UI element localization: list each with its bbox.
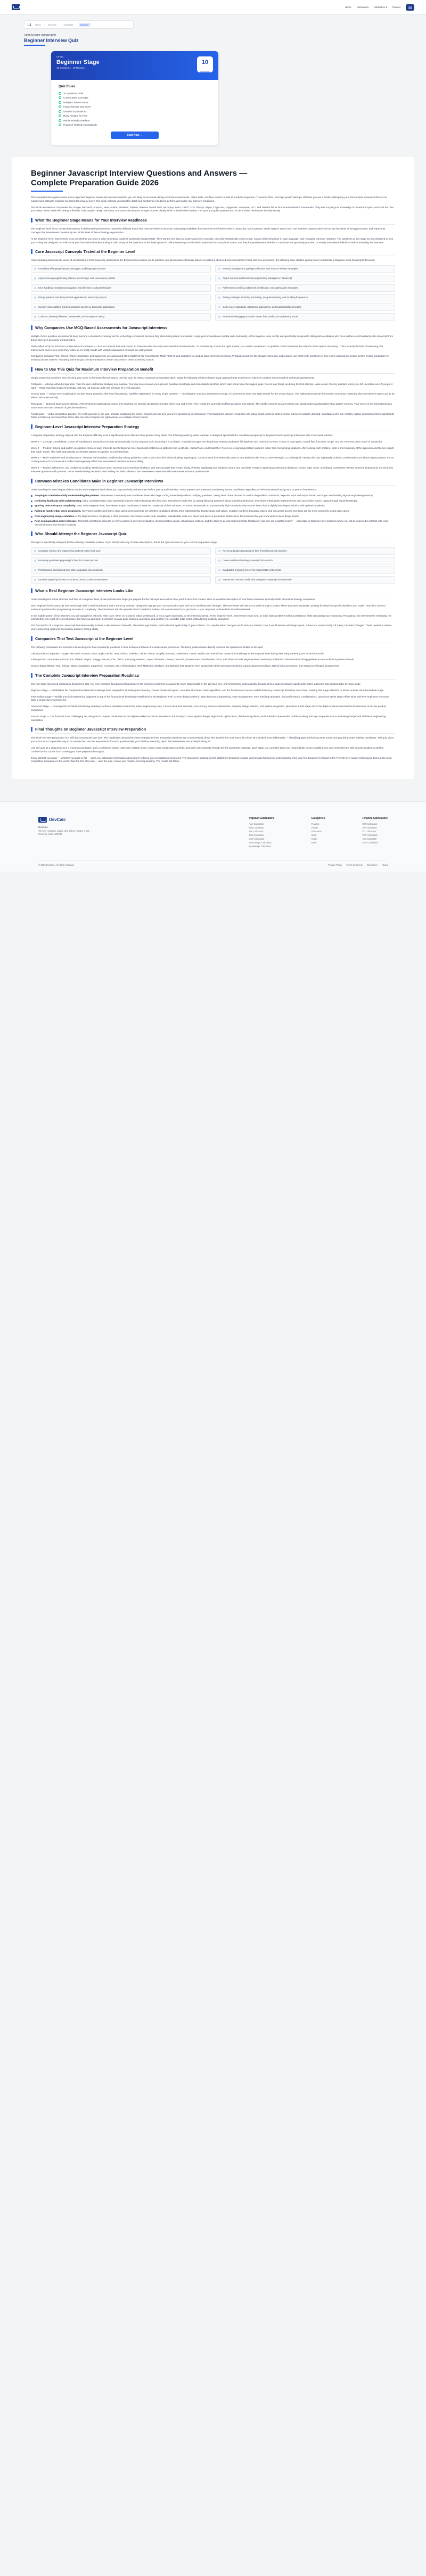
- check-icon: [218, 569, 220, 571]
- section-paragraph: Our four-stage structured roadmap is designed to take you from complete foundational knowledge to full interview readiness in Javascript. Each stage builds on the previous one, and progressing systematically through all four stages produces significantly better outcomes than random topic-by-topic study.: [31, 683, 361, 686]
- question-count-badge: [197, 56, 213, 72]
- section-accent-bar: [31, 325, 32, 330]
- check-icon: [34, 579, 36, 581]
- mistake-title: Ignoring time and space complexity.: [35, 504, 76, 507]
- topic-card: [215, 275, 395, 282]
- article-sections: [31, 218, 395, 764]
- article-section: [31, 249, 395, 321]
- check-circle-icon: [59, 101, 61, 104]
- section-heading: [31, 531, 395, 536]
- mistake-title: Failing to handle edge cases proactively.: [35, 510, 81, 513]
- footer-legal-link[interactable]: About: [382, 864, 388, 867]
- nav-contact[interactable]: Contact: [392, 6, 400, 9]
- section-accent-bar: [31, 249, 32, 254]
- topic-card-text: Bootcamp graduates preparing for their first Javascript role: [38, 559, 98, 562]
- footer-brand: [38, 817, 97, 848]
- topic-card-text: Object-oriented and functional programming paradigms in Javascript: [223, 277, 292, 280]
- section-heading: [31, 673, 395, 678]
- footer-link[interactable]: EMI Calculator: [249, 826, 264, 830]
- chevron-right-icon: ›: [76, 23, 77, 26]
- page-title: Beginner Interview Quiz: [24, 38, 79, 43]
- bullet-icon: [31, 495, 32, 497]
- section-title: Who Should Attempt the Beginner Javascript Quiz: [35, 531, 127, 537]
- quiz-rule-text: Mobile Friendly Interface: [63, 119, 90, 122]
- quiz-rule-item: [59, 114, 211, 119]
- topic-card: [31, 294, 211, 301]
- menu-icon[interactable]: [406, 4, 414, 11]
- topic-card: [31, 265, 211, 273]
- section-divider: [35, 679, 395, 680]
- section-title: Common Mistakes Candidates Make in Beginner Javascript Interviews: [35, 478, 163, 483]
- quiz-rule-text: Detailed Explanations: [63, 110, 87, 113]
- mistake-body: Technical correctness accounts for only a portion of interview evaluation. Communication quality, collaborative instincts, and the ability to accept and incorporate feedback in real time are weighted heavily — especially for Beginner-level positions where you will be expected to interact with cross-functional teams and mentors regularly.: [35, 520, 389, 526]
- footer-link[interactable]: Age Calculator: [249, 823, 264, 826]
- mistake-item: [31, 494, 395, 498]
- topic-card: [215, 576, 395, 584]
- section-paragraph: Global product companies: Google, Microsoft, Amazon, Meta, Apple, Netflix, Uber, Airbnb, LinkedIn, Twitter, Adobe, Shopify, Atlassian, Salesforce, Oracle, Nvidia, and Intel all test Javascript knowledge at the Beginner level during their early screening and technical rounds.: [31, 652, 325, 655]
- section-divider: [35, 373, 395, 374]
- topic-card-text: Performance profiling, bottleneck identification, and optimization strategies: [223, 286, 298, 290]
- section-title: What the Beginner Stage Means for Your Interview Readiness: [35, 218, 147, 223]
- section-heading: [31, 727, 395, 732]
- quiz-rule-item: [59, 109, 211, 114]
- section-accent-bar: [31, 479, 32, 483]
- article-title: Beginner Javascript Interview Questions and Answers — Complete Preparation Guide 2026: [31, 169, 248, 187]
- section-paragraph: Week 1 — Concept consolidation. Cover all foundational Javascript concepts systematically. Do not skip any topic assuming it is too basic. Foundational gaps are the primary reason candidates fail Beginner and technical screens. Focus on data types, control flow, functions, scope, and the core execution model of Javascript.: [31, 440, 383, 443]
- breadcrumb-current: Beginner: [79, 23, 91, 27]
- footer-link[interactable]: Education: [311, 830, 322, 833]
- check-circle-icon: [59, 92, 61, 95]
- section-paragraph: First pass — attempt without preparation. Take the quiz cold before studying any material. Your raw score reveals your genuine baseline knowledge and immediately identifies which topic areas have the biggest gaps. Do not look things up during this first attempt. Make a note of every question where you felt uncertain even if you got it right — those represent fragile knowledge that may not hold up under the pressure of a real interview.: [31, 382, 392, 389]
- topic-card: [215, 265, 395, 273]
- section-paragraph: Third pass — targeted study and re-attempt. After reviewing explanations, spend time studying the specific Javascript concepts where you had errors. Then retake the quiz with shuffled questions and options. The shuffle ensures you are testing your actual understanding rather than pattern memory. Your score on the third attempt is a much more accurate measure of genuine readiness.: [31, 402, 392, 409]
- footer-column-title: Finance Calculators: [362, 817, 388, 821]
- mistake-body: Even at the Beginner level, interviewers expect candidates to state the complexity of their solutions. A correct solution with an unnecessarily high complexity often scores lower than a slightly less elegant solution with optimal complexity.: [76, 504, 325, 507]
- section-title: Companies That Test Javascript at the Beginner Level: [35, 636, 134, 641]
- section-title: The Complete Javascript Interview Preparation Roadmap: [35, 673, 139, 678]
- footer-bottom: [38, 860, 388, 866]
- section-paragraph: The final portion of a Beginner Javascript interview usually involves a discussion of trade-offs, alternative approaches, and real-world applicability of your solution. You may be asked how you would test your solution, how it would behave with large inputs, or how you would modify it if a key constraint changed. These questions assess your engineering judgment beyond raw problem-solving ability.: [31, 624, 392, 631]
- mistake-text: [35, 515, 299, 519]
- footer-link[interactable]: SIP Calculator: [362, 826, 377, 830]
- stage-name: Beginner Stage: [56, 59, 100, 65]
- check-icon: [218, 579, 220, 581]
- question-count: 10: [201, 59, 209, 65]
- section-paragraph: Understanding the most frequent failure modes at the Beginner level allows you to proactively address them before your actual interview. These patterns are observed consistently across candidates regardless of their educational background or years of experience:: [31, 488, 317, 491]
- section-title: Beginner-Level Javascript Interview Preparation Strategy: [35, 424, 140, 430]
- topic-card: [31, 547, 211, 555]
- bullet-icon: [31, 521, 32, 522]
- page-kicker: JAVASCRIPT INTERVIEW: [24, 34, 56, 37]
- copyright: © 2026 DevCalc. All rights reserved.: [38, 864, 75, 867]
- section-paragraph: Most Beginner-level Javascript interviews begin with a brief introduction and a warm-up question designed to gauge your communication style and basic familiarity with the topic. The interviewer will ask you to walk through a project where you used Javascript, probing for depth on specific decisions you made. They then move to technical questions that progressively increase in complexity. The interviewer will also provide hints if needed to redirect the conversation if you get stuck — your response to these hints is itself evaluated.: [31, 604, 386, 611]
- section-heading: [31, 249, 395, 254]
- quiz-rules: [51, 80, 218, 145]
- section-accent-bar: [31, 673, 32, 678]
- logo-icon: [38, 817, 47, 823]
- footer-link-columns: [249, 817, 388, 848]
- mistake-title: Over-engineering simple solutions.: [35, 514, 75, 518]
- section-paragraph: Week 4 — Review, refinement, and confidence building. Revisit your notes, previous mock interview feedback, and any concepts that remain shaky. Practise explaining your solutions clearly and concisely. Practice explaining architectural decisions, known edge cases, and design constraints. Review common behavioural and technical interview questions with patterns. Focus on eliminating hesitation and building the self-confidence that interviewers associate with senior-level technical professionals.: [31, 466, 393, 473]
- check-icon: [218, 277, 220, 280]
- topic-card-text: Professionals transitioning from other languages into Javascript: [38, 569, 103, 572]
- topic-card: [215, 313, 395, 321]
- section-heading: [31, 325, 395, 330]
- check-icon: [218, 560, 220, 562]
- mistake-body: Many candidates have used Javascript features without knowing why they work. Interviewers probe this by asking follow-up questions about underlying behaviour. Interviewers distinguish between those who can confirm correct output through actual knowledge.: [81, 499, 358, 502]
- breadcrumb: [24, 20, 134, 29]
- article-section: [31, 424, 395, 473]
- check-icon: [34, 306, 36, 308]
- section-paragraph: Service-based MNCs: TCS, Infosys, Wipro, Cognizant, Capgemini, Accenture, HCL Technologies, Tech Mahindra, Mindtree, and Mphasis test Beginner-level Javascript in their assessments during campus placement drives, lateral hiring processes, and internal certification programmes.: [31, 664, 340, 668]
- topic-card: [215, 567, 395, 574]
- title-underline: [24, 45, 45, 46]
- topic-card: [31, 557, 211, 564]
- section-paragraph: Indian product companies and unicorns: Flipkart, Paytm, Swiggy, Zomato, Ola, CRED, Razorpay, Meesho, Zepto, PhonePe, Groww, Dream11, BrowserStack, Freshworks, Zoho, and others include Beginner-level Javascript problems in their technical hiring pipelines across multiple experience levels.: [31, 658, 355, 661]
- chevron-right-icon: ›: [44, 23, 45, 26]
- article-section: [31, 218, 395, 244]
- footer-columns: [38, 817, 388, 848]
- topic-card: [31, 567, 211, 574]
- section-paragraph: Companies including TCS, Infosys, Wipro, Cognizant, and Capgemini use automated MCQ platforms like HackerEarth, Mettl, AMCAT, and CoCubes to conduct initial technical screening. Product companies like Google, Microsoft, and Amazon use MCQ-style questions in their online assessment portals before inviting candidates for technical phone screens. Practising with this quiz directly translates to better outcomes in these screening rounds.: [31, 355, 390, 362]
- section-paragraph: FAANG Stage — The final and most challenging tier, designed to prepare candidates for the highest-stakes technical interviews in the industry. Covers system design, algorithmic optimization, distributed systems, and the kind of open-ended problem solving that top companies use to evaluate principal and staff-level engineering candidates.: [31, 715, 386, 721]
- main-nav: [345, 4, 414, 11]
- topic-card: [31, 303, 211, 311]
- quiz-rule-item: [59, 91, 211, 96]
- rules-list: [59, 91, 211, 127]
- quiz-rule-text: Multiple Choice Format: [63, 101, 88, 104]
- section-paragraph: Use this quiz as a diagnostic tool, a learning accelerator, and a confidence builder. Attempt it multiple times, review every explanation carefully, and work systematically through the full Javascript roadmap. Each stage you complete takes you meaningfully closer to walking into your next interview with genuine readiness and the confidence that comes from knowing you have prepared thoroughly.: [31, 746, 384, 753]
- breadcrumb-home[interactable]: Home: [35, 23, 41, 26]
- article-section: [31, 727, 395, 764]
- quiz-rule-text: Instant Results and Score: [63, 105, 91, 109]
- section-paragraph: Second pass — review every explanation, not just wrong answers. After your first attempt, read the explanation for every single question — including the ones you answered correctly. It is common to select the right answer for the wrong reason. The explanations reveal the precise conceptual reasoning that interviewers expect you to be able to articulate verbally.: [31, 392, 395, 399]
- topic-card-text: Error handling, exception propagation, and defensive coding techniques: [38, 286, 111, 290]
- start-quiz-button[interactable]: Start Now →: [111, 132, 159, 139]
- topic-card-text: Testing strategies including unit testing, integration testing, and mocking frameworks: [223, 296, 308, 299]
- check-icon: [34, 569, 36, 571]
- section-accent-bar: [31, 218, 32, 223]
- check-icon: [218, 550, 220, 552]
- article-section: [31, 325, 395, 362]
- footer-legal-link[interactable]: Disclaimer: [367, 864, 378, 867]
- topic-card-text: Computer science and engineering students in their final year: [38, 549, 101, 553]
- section-heading: [31, 367, 395, 372]
- home-icon: [28, 23, 31, 26]
- section-accent-bar: [31, 367, 32, 372]
- intro-paragraph: This comprehensive guide covers every important Beginner Javascript interview question you are likely to encounter during technical assessments, online tests, and face-to-face rounds at product companies, IT services firms, and high-growth startups. Whether you are a fresher attempting your first campus placement drive or an experienced software engineer preparing for a lateral move, this guide will help you build the depth and confidence needed to perform well under real interview conditions.: [31, 196, 387, 202]
- footer-link[interactable]: SIP Calculator: [249, 830, 264, 833]
- bullet-icon: [31, 516, 32, 518]
- footer-link[interactable]: Health: [311, 826, 318, 830]
- article-intro: [31, 196, 395, 213]
- quiz-rule-item: [59, 118, 211, 123]
- chevron-right-icon: ›: [60, 23, 61, 26]
- topic-card-text: Students preparing for AMCAT, eLitmus, and CoCubes assessments: [38, 578, 108, 581]
- mistake-title: Poor communication under pressure.: [35, 520, 78, 523]
- footer-link[interactable]: BMI Calculator: [249, 834, 264, 837]
- topic-card: [31, 313, 211, 321]
- section-paragraph: Simply answering questions and checking your score is the least effective way to use this quiz. To extract maximum preparation value, adopt the following evidence-based study approach that experienced interview coaches recommend for technical assessments:: [31, 376, 315, 379]
- section-paragraph: Technical interview preparation is a skill that compounds over time. The candidates who perform best in Beginner-level Javascript interviews are not necessarily those who studied the most hours, but those who studied most deliberately — identifying gaps, reinforcing weak areas, and practising under realistic conditions. This quiz gives you a structured, repeatable way to do exactly that, and the explanations for each question help you build the reasoning depth that interviewers are actively looking for.: [31, 736, 394, 743]
- topic-card-text: Career switchers learning Javascript from scratch: [223, 559, 273, 562]
- check-icon: [34, 287, 36, 289]
- footer-link[interactable]: More: [311, 841, 317, 844]
- quiz-rule-text: Covers Basic Concepts: [63, 96, 88, 100]
- footer-logo[interactable]: DevCalc: [38, 817, 97, 823]
- section-heading: [31, 636, 395, 641]
- check-circle-icon: [59, 119, 61, 122]
- mistake-item: [31, 499, 395, 503]
- topic-card-text: Real-world debugging scenarios drawn from production engineering issues: [223, 315, 299, 318]
- topic-card: [31, 576, 211, 584]
- quiz-rule-item: [59, 96, 211, 101]
- footer-column-title: Categories: [311, 817, 325, 821]
- quiz-rule-text: 10 Questions Total: [63, 92, 84, 95]
- topic-card-text: Code review standards, refactoring approaches, and maintainability principles: [223, 306, 301, 309]
- topic-card-text: Design patterns and their practical application in Javascript projects: [38, 296, 107, 299]
- article-section: [31, 531, 395, 584]
- rules-title: Quiz Rules: [59, 85, 76, 88]
- mistake-item: [31, 520, 395, 527]
- nav-interactive[interactable]: Interactive ▾: [374, 5, 387, 9]
- section-paragraph: The Beginner level in our Javascript roadmap is deliberately positioned to match the difficulty bands that real interviewers use when evaluating candidates for entry-level and fresher roles in Javascript. Each question at this stage is drawn from real interview patterns observed across hundreds of hiring processes, and represents concepts that interviewers consistently test at this level of the technology organization.: [31, 227, 386, 234]
- quiz-rule-text: Progress Tracked Automatically: [63, 124, 97, 127]
- section-title: Core Javascript Concepts Tested at the Beginner Level: [35, 249, 135, 255]
- footer-legal-link[interactable]: Terms of Service: [346, 864, 363, 867]
- section-paragraph: This quiz is specifically designed for the following candidate profiles. If you identify with any of these descriptions, this is the right resource for your current preparation stage:: [31, 541, 218, 544]
- topic-grid: [31, 265, 395, 321]
- section-paragraph: Well-crafted MCQs at this level contain distractor answers — incorrect options that look correct to someone who has only memorised the documentation. To consistently choose the right answer, you need to understand not just the correct behaviour but why the other options are wrong. This is exactly the kind of reasoning that interviewers want to see when they follow up on MCQ rounds with verbal explanations or hands-on coding tasks.: [31, 344, 383, 351]
- mistake-text: [35, 504, 325, 508]
- topic-grid: [31, 547, 395, 584]
- check-circle-icon: [59, 96, 61, 99]
- footer-link[interactable]: Math: [311, 834, 317, 837]
- nav-home[interactable]: Home: [345, 6, 351, 9]
- section-title: Final Thoughts on Beginner Javascript Interview Preparation: [35, 727, 146, 732]
- topic-card: [215, 557, 395, 564]
- quiz-rule-item: [59, 105, 211, 110]
- section-accent-bar: [31, 424, 32, 429]
- footer-column: [362, 817, 388, 848]
- check-icon: [218, 287, 220, 289]
- breadcrumb-interview[interactable]: Interview: [48, 23, 57, 26]
- footer-column: [249, 817, 274, 848]
- footer-column-title: Popular Calculators: [249, 817, 274, 821]
- check-icon: [34, 560, 36, 562]
- mistake-item: [31, 510, 395, 513]
- section-paragraph: At the Beginner level, interviewers focus on whether you have a solid conceptual model of Javascript fundamentals. They want to see that you understand core concepts, can write syntactically correct code, explain basic behaviour in plain language, and recognise common mistakes. The questions at this stage are not designed to trick you — they are designed to confirm that your foundational understanding is solid. Many of the questions at this level appear in online screening rounds where speed and accuracy both matter, and they frequently reveal whether a candidate has genuinely practised or merely memorised definitions before attending the interview.: [31, 237, 394, 244]
- bullet-icon: [31, 511, 32, 512]
- topic-card-text: Common Javascript libraries, frameworks, and ecosystem tooling: [38, 315, 104, 318]
- check-icon: [34, 316, 36, 318]
- topic-card: [215, 284, 395, 292]
- footer-link[interactable]: GST Calculator: [249, 838, 265, 841]
- footer-link[interactable]: Tax Calculator: [362, 838, 377, 841]
- topic-card-text: Recent graduates preparing for their first technical job interview: [223, 549, 287, 553]
- section-accent-bar: [31, 588, 32, 593]
- site-header: [0, 0, 426, 15]
- section-heading: [31, 424, 395, 429]
- mistake-item: [31, 515, 395, 519]
- footer-link[interactable]: Percentage Calculator: [249, 841, 272, 844]
- section-paragraph: Multiple-choice question assessments have become a standard screening tool for technology companies because they allow hiring teams to evaluate a large pool of candidates quickly and consistently. At the Beginner level, MCQs are specifically designed to distinguish candidates who have surface-level familiarity with Javascript from those who have genuinely worked with it.: [31, 335, 394, 341]
- nav-calculators[interactable]: Calculators: [356, 6, 369, 9]
- section-paragraph: A targeted preparation strategy aligned with the Beginner difficulty level is significantly more effective than generic study plans. The following week-by-week roadmap is designed specifically for candidates preparing for Beginner-level Javascript interviews with a four-week window:: [31, 434, 333, 437]
- check-circle-icon: [59, 114, 61, 117]
- check-icon: [218, 316, 220, 318]
- check-icon: [218, 268, 220, 270]
- section-heading: [31, 588, 395, 593]
- topic-card-text: Candidates preparing for service-based MNC written tests: [223, 569, 282, 572]
- section-paragraph: Week 2 — Problem solving and pattern recognition. Solve at least fifteen to twenty Beginner-level Javascript problems on platforms like LeetCode, HackerRank, and CodeChef. Focus on recognising problem patterns rather than memorising solutions. After solving each problem, write a brief summary of the approach and the key insight that made it work. This habit dramatically accelerates pattern recognition in real interviews.: [31, 446, 394, 453]
- section-divider: [35, 224, 395, 225]
- footer-brand-sub: DevCalc: [38, 826, 48, 829]
- topic-card-text: Asynchronous programming patterns, event loops, and concurrency models: [38, 277, 116, 280]
- question-count-label: Questions: [200, 70, 210, 73]
- footer-link[interactable]: Finance: [311, 823, 320, 826]
- topic-card: [215, 294, 395, 301]
- section-divider: [35, 485, 395, 486]
- mistake-body: Interviewers deliberately leave edge cases unmentioned to see whether candidates identify them independently. Empty inputs, null values, negative numbers, boundary values, and concurrent access scenarios are the most commonly tested edge cases.: [81, 510, 350, 513]
- footer-link[interactable]: Tools: [311, 838, 317, 841]
- topic-card: [31, 284, 211, 292]
- mistake-text: [35, 510, 349, 513]
- check-circle-icon: [59, 110, 61, 113]
- footer-link[interactable]: FD Calculator: [362, 830, 376, 833]
- section-paragraph: Week 3 — Mock interviews and timed practice. Simulate real interview conditions by solving problems under a strict time limit without looking anything up. Conduct mock interviews with peers or use platforms like Pramp, Interviewing.io, or CodeSignal. Attempt this quiz repeatedly until you consistently score above eighty percent. Focus on the practice of communication habits that negatively affect how interviewers perceive technical ability.: [31, 456, 394, 463]
- check-icon: [34, 297, 36, 299]
- bullet-icon: [31, 501, 32, 502]
- quiz-rule-text: Retry Anytime for Free: [63, 114, 88, 118]
- stage-meta: 10 Questions · 10 Minutes: [56, 67, 85, 69]
- mistake-title: Jumping to code before fully understanding the problem.: [35, 494, 100, 497]
- site-footer: [0, 801, 426, 872]
- footer-legal-links: [328, 864, 388, 866]
- quiz-card: [51, 51, 218, 145]
- check-icon: [34, 550, 36, 552]
- quiz-rule-item: [59, 100, 211, 105]
- check-circle-icon: [59, 124, 61, 126]
- section-divider: [35, 733, 395, 734]
- article-section: [31, 673, 395, 722]
- bullet-icon: [31, 505, 32, 507]
- section-paragraph: Intermediate Stage — Builds practical engineering judgment on top of the foundational knowledge established at the Beginner level. Covers design patterns, asynchronous programming, state management, error handling strategies, and performance considerations. Questions at this stage reflect what mid-level engineers encounter daily in production environments.: [31, 695, 390, 702]
- topic-card: [215, 547, 395, 555]
- footer-column: [312, 817, 325, 848]
- section-paragraph: Fourth pass — verbal preparation practice. For each question in the quiz, practise explaining the correct answer out loud as if you were speaking to an interviewer. This transforms passive recognition into active recall, which is what technical interviews actually demand. Candidates who can verbally explain concepts perform significantly better in follow-up interviews than those who can only recognise the right answer in a multiple-choice format.: [31, 412, 395, 419]
- quiz-rule-item: [59, 123, 211, 128]
- article-section: [31, 479, 395, 527]
- topic-card-text: Memory management, garbage collection, and resource release strategies: [223, 267, 298, 270]
- check-icon: [34, 268, 36, 270]
- topic-card-text: Security vulnerabilities and best practices specific to Javascript applications: [38, 306, 115, 309]
- article: [12, 157, 414, 779]
- mistake-body: At the Beginner level, complexity is often penalised. Interviewers value clear, readable, maintainable code over clever one-liners or premature abstractions. Demonstrate that you know when to keep things simple.: [75, 514, 300, 518]
- section-accent-bar: [31, 727, 32, 732]
- section-accent-bar: [31, 531, 32, 536]
- mistake-item: [31, 504, 395, 508]
- mistake-title: Confusing familiarity with understanding.: [35, 499, 82, 502]
- intro-paragraph: Technical interviews at companies like Google, Microsoft, Amazon, Meta, Adobe, Atlassian, Flipkart, Walmart Global Tech, Razorpay, Zoho, CRED, TCS, Infosys, Wipro, Cognizant, Capgemini, Accenture, HCL, and Deloitte follow structured evaluation frameworks. They test not just your knowledge of Javascript syntax and APIs but how you reason about trade-offs, debug unfamiliar code, explain design decisions, and communicate your thought process clearly within a limited time window. This quiz and guide prepares you for all of these dimensions simultaneously.: [31, 206, 394, 212]
- stage-banner: [51, 51, 218, 80]
- section-title: How to Use This Quiz for Maximum Interview Preparation Benefit: [35, 366, 153, 372]
- footer-address: 7th Ave, Arlottwin, Jaipur City, Tokyo Hungry, 7-1/4 - Chennai, India, 302033: [38, 830, 91, 836]
- section-title: What a Real Beginner Javascript Interview Looks Like: [35, 588, 134, 594]
- article-section: [31, 588, 395, 631]
- article-title-underline: [31, 191, 63, 192]
- topic-card-text: Foundational language syntax, data types, and language structure: [38, 267, 105, 270]
- site-logo[interactable]: [12, 4, 20, 10]
- section-paragraph: Understanding which specific areas of Javascript are most frequently assessed at the Beginner level allows you to prioritise your preparation effectively. Based on patterns observed across hundreds of real interview processes, the following topic clusters appear most consistently in Beginner-level Javascript interviews:: [31, 259, 375, 262]
- check-icon: [34, 277, 36, 280]
- section-paragraph: Beginner Stage — Establishes the complete foundational knowledge base required for all subsequent learning. Covers Javascript syntax, core data structures, basic algorithms, and the fundamental mental models that every Javascript developer must have. Passing this stage with 80% or above unlocks the Intermediate stage.: [31, 688, 384, 692]
- breadcrumb-javascript[interactable]: Javascript: [63, 23, 73, 26]
- footer-link[interactable]: GST Calculator: [362, 841, 378, 844]
- footer-link[interactable]: Knowledge Calculator: [249, 845, 272, 848]
- section-accent-bar: [31, 636, 32, 641]
- mistake-text: [35, 520, 395, 527]
- page-heading: [24, 34, 426, 46]
- section-paragraph: Every attempt you make — whether you pass or fail — gives you actionable information about where to focus your preparation energy next. The structured roadmap on this platform is designed to guide you through that journey systematically, from your first Beginner-level quiz to the FAANG-level mastery that opens doors at the most competitive companies in the world. Take the first step now — start the quiz, review your results, and keep building. The results will follow.: [31, 756, 392, 763]
- article-section: [31, 367, 395, 420]
- check-circle-icon: [59, 105, 61, 108]
- mistake-body: Interviewers consistently rate candidates lower who begin coding immediately without clarifying questions. Taking two to three minutes to confirm the problem constraints, expected input and output format, and edge case handling signals engineering maturity.: [100, 494, 374, 497]
- mistake-text: [35, 494, 373, 498]
- mistake-text: [35, 499, 358, 503]
- check-icon: [218, 306, 220, 308]
- section-paragraph: The following companies are known to include Beginner-level Javascript questions in their technical interview and assessment processes. The hiring patterns have directly informed the questions included in this quiz:: [31, 645, 264, 649]
- footer-link[interactable]: PPF Calculator: [362, 834, 378, 837]
- check-icon: [218, 297, 220, 299]
- footer-legal-link[interactable]: Privacy Policy: [328, 864, 342, 867]
- topic-card: [215, 303, 395, 311]
- section-heading: [31, 479, 395, 483]
- footer-link[interactable]: EMI Calculator: [362, 823, 378, 826]
- section-paragraph: Understanding the actual structure and flow of a Beginner-level Javascript interview helps you prepare for the full experience rather than just the technical content. Here is a realistic description of how these interviews typically unfold at most technology companies:: [31, 598, 316, 601]
- article-section: [31, 636, 395, 668]
- section-heading: [31, 218, 395, 223]
- topic-card: [31, 275, 211, 282]
- section-title: Why Companies Use MCQ-Based Assessments for Javascript Interviews: [35, 325, 168, 331]
- stage-label: LEVEL: [56, 55, 64, 58]
- topic-card-text: Anyone who wants to verify and strengthen Javascript fundamentals: [223, 578, 292, 581]
- section-paragraph: Advanced Stage — Develops the architectural thinking and deep technical expertise required for senior engineering roles. Covers advanced internals, concurrency, memory optimization, complex design patterns, and system integration. Questions at this stage mirror the depth of senior-level technical interviews at top-tier product companies.: [31, 705, 387, 711]
- section-paragraph: In the middle portion of the interview, you will typically be asked to write code, either on a shared editor, whiteboard, or on a paper depending on the interview format. At the Beginner level, interviewers expect you to solve basic problems without assistance while articulating your reasoning. Throughout, the interviewer is evaluating not just whether you reach the correct answer but how you approach it, whether you ask good clarifying questions, and whether you consider edge cases without being explicitly prompted.: [31, 614, 391, 621]
